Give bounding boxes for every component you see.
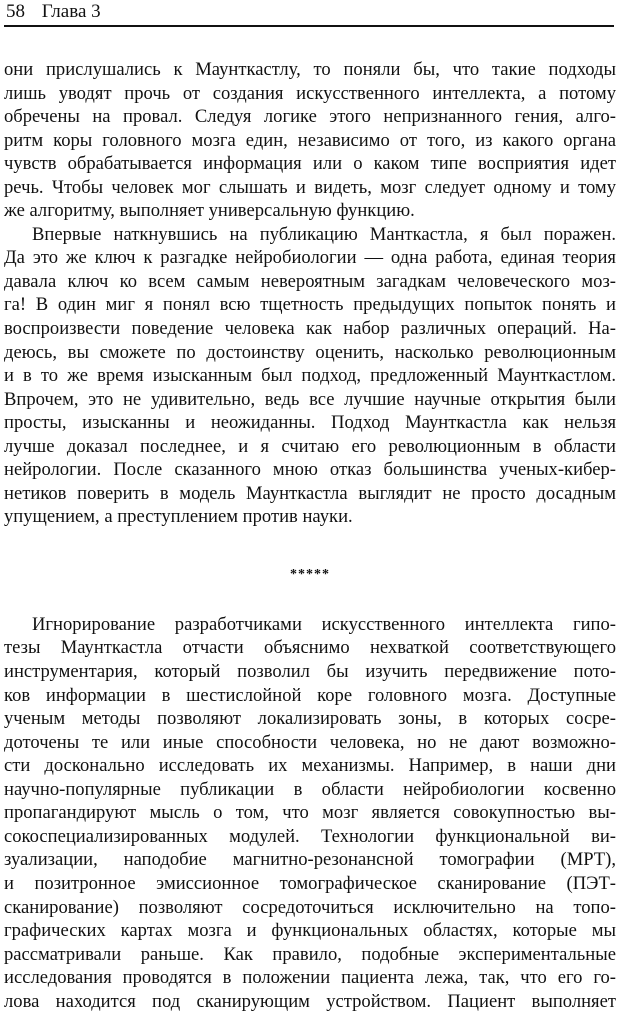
paragraph-3 (4, 613, 616, 1013)
paragraph-2 (4, 223, 616, 529)
text-line: сти досконально исследовать их механизмы. Например, в наши дни (4, 755, 616, 777)
text-line: чувств обрабатывается информация или о каком типе восприятия идет (4, 153, 616, 175)
text-line: тезы Маунткастла отчасти объяснимо нехваткой соответствующего (4, 637, 616, 659)
text-line: Впервые наткнувшись на публикацию Манткастла, я был поражен. (32, 223, 616, 245)
text-line: доточены те или иные способности человека, но не дают возможно- (4, 731, 616, 753)
text-line: сканирование) позволяют сосредоточиться исключительно на топо- (4, 896, 616, 918)
text-line: Да это же ключ к разгадке нейробиологии — одна работа, единая теория (4, 247, 616, 269)
text-line: га! В один миг я понял всю тщетность предыдущих попыток понять и (4, 294, 616, 316)
header-rule (4, 25, 614, 27)
text-line: исследования проводятся в положении пациента лежа, так, что его го- (4, 967, 616, 989)
text-line: Впрочем, это не удивительно, ведь все лучшие научные открытия были (4, 388, 616, 410)
text-line: ков информации в шестислойной коре головного мозга. Доступные (4, 684, 616, 706)
text-line: лучше доказал последнее, и я считаю его революционным в области (4, 435, 616, 457)
page-header (6, 0, 614, 28)
text-line: ритм коры головного мозга един, независимо от того, из какого органа (4, 129, 616, 151)
text-line: речь. Чтобы человек мог слышать и видеть, мозг следует одному и тому (4, 176, 616, 198)
text-line: графических картах мозга и функциональных областях, которые мы (4, 920, 616, 942)
section-divider: ***** (290, 566, 330, 582)
paragraph-1 (4, 58, 616, 223)
text-line: и в то же время изысканным был подход, предложенный Маунткастлом. (4, 365, 616, 387)
text-line: зуализации, наподобие магнитно-резонансной томографии (МРТ), (4, 849, 616, 871)
text-line: они прислушались к Маунткастлу, то поняли бы, что такие подходы (4, 59, 616, 80)
text-line: пропагандируют мысль о том, что мозг является совокупностью вы- (4, 802, 616, 824)
text-line: Игнорирование разработчиками искусственного интеллекта гипо- (32, 613, 616, 635)
text-line: и позитронное эмиссионное томографическое сканирование (ПЭТ- (4, 872, 616, 894)
text-line: же алгоритму, выполняет универсальную функцию. (4, 200, 415, 222)
text-line: рассматривали раньше. Как правило, подобные экспериментальные (4, 943, 616, 965)
text-line: деюсь, вы сможете по достоинству оценить, насколько революционным (4, 341, 616, 363)
text-line: лишь уводят прочь от создания искусственного интеллекта, а потому (4, 82, 616, 104)
spacer (4, 587, 616, 613)
text-line: просты, изысканны и неожиданны. Подход Маунткастла как нельзя (4, 412, 616, 434)
text-line: ученым методы позволяют локализировать зоны, в которых сосре- (4, 708, 616, 730)
page-number: 58 (6, 1, 25, 22)
text-line: инструментария, который позволил бы изучить передвижение пото- (4, 661, 616, 683)
text-line: упущением, а преступлением против науки. (4, 506, 353, 528)
text-line: сокоспециализированных модулей. Технологии функциональной ви- (4, 825, 616, 847)
spacer (4, 529, 616, 563)
text-line: нейрологии. После сказанного мною отказ большинства ученых-кибер- (4, 459, 616, 481)
text-line: давала ключ ко всем самым невероятным загадкам человеческого моз- (4, 270, 616, 292)
text-line: научно-популярные публикации в области нейробиологии косвенно (4, 778, 616, 800)
text-line: воспроизвести поведение человека как набор различных операций. На- (4, 318, 616, 340)
body-text (4, 58, 616, 1013)
chapter-title: Глава 3 (41, 1, 101, 22)
text-line: нетиков поверить в модель Маунткастла выглядит не просто досадным (4, 482, 616, 504)
text-line: лова находится под сканирующим устройством. Пациент выполняет (4, 990, 616, 1012)
text-line: обречены на провал. Следуя логике этого непризнанного гения, алго- (4, 106, 616, 128)
